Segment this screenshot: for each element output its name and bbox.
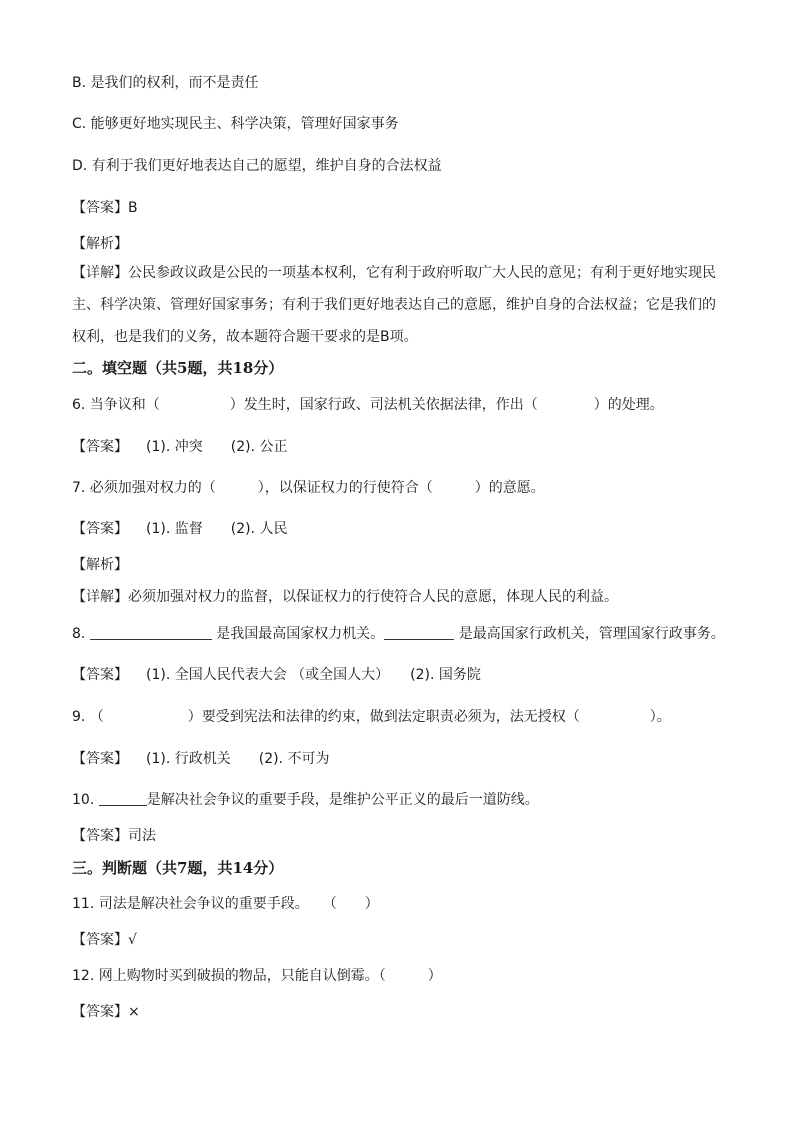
q8-number: 8.	[72, 626, 86, 642]
q8-text-1: 是我国最高国家权力机关。	[211, 626, 385, 642]
section-2-heading: 二。填空题（共5题，共18分）	[72, 359, 284, 377]
q7-analysis-label: 【解析】	[72, 557, 128, 573]
question-7: 7. 必须加强对权力的（ ），以保证权力的行使符合（ ）的意愿。	[72, 480, 545, 496]
option-c: C. 能够更好地实现民主、科学决策，管理好国家事务	[72, 116, 399, 132]
question-8	[72, 623, 725, 645]
blank-line	[384, 625, 454, 640]
q10-text: 是解决社会争议的重要手段，是维护公平正义的最后一道防线。	[146, 792, 539, 808]
section-3-heading: 三。判断题（共7题，共14分）	[72, 859, 284, 877]
answer-text: (1). 冲突 (2). 公正	[146, 439, 288, 455]
q7-answer	[72, 518, 287, 540]
answer-label: 【答案】	[72, 667, 128, 683]
q8-text-2: 是最高国家行政机关，管理国家行政事务。	[454, 626, 725, 642]
blank-line	[99, 791, 147, 806]
option-d: D. 有利于我们更好地表达自己的愿望，维护自身的合法权益	[72, 158, 442, 174]
q8-answer	[72, 664, 481, 686]
q11-answer: 【答案】√	[72, 932, 137, 948]
answer-text: (1). 行政机关 (2). 不可为	[146, 751, 330, 767]
q12-answer: 【答案】×	[72, 1004, 140, 1020]
q9-answer	[72, 748, 329, 770]
question-6: 6. 当争议和（ ）发生时，国家行政、司法机关依据法律，作出（ ）的处理。	[72, 397, 664, 413]
answer-label: 【答案】	[72, 521, 128, 537]
answer-text: (1). 监督 (2). 人民	[146, 521, 288, 537]
q5-detail: 【详解】公民参政议政是公民的一项基本权利，它有利于政府听取广大人民的意见；有利于更好地实现民主、科学决策、管理好国家事务；有利于我们更好地表达自己的意愿，维护自身的合法权益；它是我们的权利，也是我们的义务，故本题符合题干要求的是B项。	[72, 265, 716, 345]
q5-answer: 【答案】B	[72, 200, 138, 216]
answer-label: 【答案】	[72, 751, 128, 767]
answer-text: (1). 全国人民代表大会 （或全国人大） (2). 国务院	[146, 667, 481, 683]
question-12: 12. 网上购物时买到破损的物品，只能自认倒霉。（ ）	[72, 968, 442, 984]
q10-number: 10.	[72, 792, 95, 808]
q7-detail: 【详解】必须加强对权力的监督，以保证权力的行使符合人民的意愿，体现人民的利益。	[72, 589, 618, 605]
option-b: B. 是我们的权利，而不是责任	[72, 75, 259, 91]
q5-analysis-label: 【解析】	[72, 236, 128, 252]
question-9: 9. （ ）要受到宪法和法律的约束，做到法定职责必须为，法无授权（ ）。	[72, 709, 671, 725]
answer-label: 【答案】	[72, 439, 128, 455]
question-11: 11. 司法是解决社会争议的重要手段。 （ ）	[72, 896, 379, 912]
q10-answer: 【答案】司法	[72, 828, 156, 844]
question-10	[72, 789, 539, 811]
q6-answer	[72, 436, 287, 458]
blank-line	[90, 625, 212, 640]
